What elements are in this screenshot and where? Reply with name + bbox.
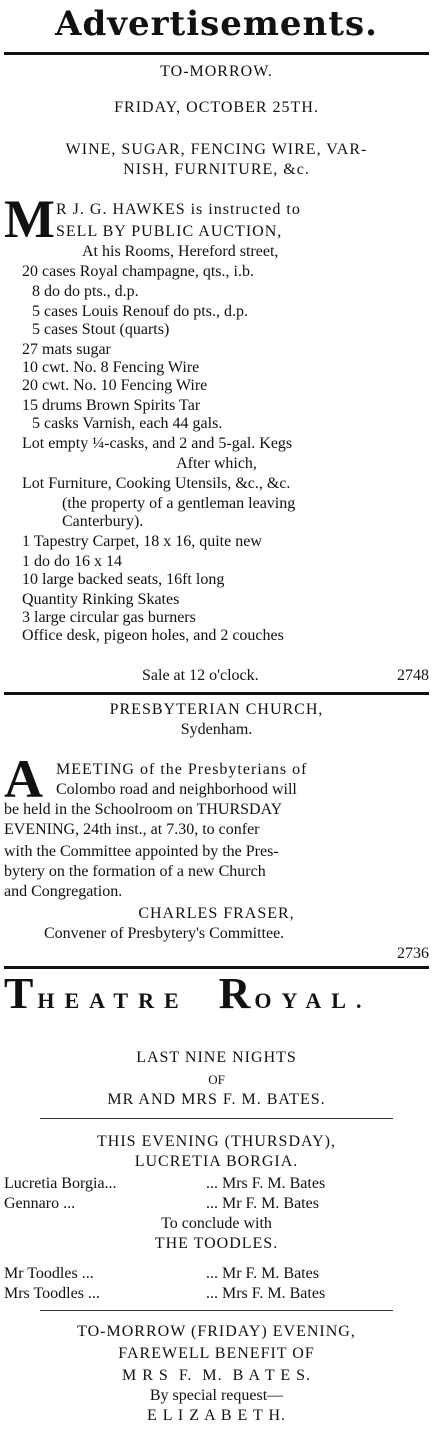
header-rule	[4, 52, 429, 55]
page-title: Advertisements.	[55, 4, 378, 44]
theatre-tomorrow: TO-MORROW (FRIDAY) EVENING,	[77, 1323, 356, 1340]
theatre-divider	[40, 1310, 393, 1311]
theatre-play3: E L I Z A B E T H.	[146, 1407, 287, 1424]
theatre-this-evening: THIS EVENING (THURSDAY),	[97, 1133, 336, 1150]
auction-item: 1 Tapestry Carpet, 18 x 16, quite new	[22, 533, 262, 550]
auction-item: 20 cwt. No. 10 Fencing Wire	[22, 377, 208, 394]
church-line: bytery on the formation of a new Church	[4, 863, 266, 880]
auction-item: Quantity Rinking Skates	[22, 591, 180, 608]
auction-item: 5 cases Stout (quarts)	[32, 321, 170, 338]
cast-role: Mr Toodles ...	[4, 1265, 94, 1282]
auction-item: Lot empty ¼-casks, and 2 and 5-gal. Kegs	[22, 435, 293, 452]
theatre-title	[4, 969, 372, 1018]
auction-item: 1 do do 16 x 14	[22, 553, 122, 570]
auction-goods-line2: NISH, FURNITURE, &c.	[123, 161, 310, 178]
auction-drop-letter: M	[4, 189, 55, 249]
church-title: PRESBYTERIAN CHURCH,	[109, 701, 324, 718]
theatre-last-nights: LAST NINE NIGHTS	[136, 1049, 297, 1066]
auction-item: 3 large circular gas burners	[22, 609, 196, 626]
cast-role: Lucretia Borgia...	[4, 1175, 117, 1192]
theatre-performers: MR AND MRS F. M. BATES.	[107, 1091, 326, 1108]
auction-item: Office desk, pigeon holes, and 2 couches	[22, 627, 284, 644]
auction-item: 5 casks Varnish, each 44 gals.	[32, 415, 223, 432]
church-signer-title: Convener of Presbytery's Committee.	[44, 925, 285, 942]
theatre-of: OF	[208, 1072, 225, 1087]
church-place: Sydenham.	[180, 721, 253, 738]
auction-goods-line1: WINE, SUGAR, FENCING WIRE, VAR-	[65, 141, 368, 158]
theatre-play1: LUCRETIA BORGIA.	[134, 1153, 299, 1170]
auction-item: 8 do do pts., d.p.	[32, 283, 139, 300]
cast-actor: ... Mr F. M. Bates	[206, 1265, 319, 1282]
auction-item: 15 drums Brown Spirits Tar	[22, 397, 201, 414]
cast-role: Gennaro ...	[4, 1195, 76, 1212]
theatre-title-word2: OYAL.	[254, 988, 372, 1013]
auction-furniture: Lot Furniture, Cooking Utensils, &c., &c.	[22, 475, 291, 492]
auction-rooms: At his Rooms, Hereford street,	[82, 243, 279, 260]
church-ref: 2736	[397, 945, 429, 962]
church-signer: CHARLES FRASER,	[138, 905, 295, 922]
theatre-conclude: To conclude with	[161, 1215, 272, 1232]
auction-sale-time: Sale at 12 o'clock.	[142, 667, 259, 684]
auction-ref: 2748	[397, 667, 429, 684]
auction-intro1: R J. G. HAWKES is instructed to	[56, 201, 301, 218]
theatre-title-initial-t: T	[4, 969, 34, 1018]
church-line: Colombo road and neighborhood will	[56, 781, 297, 798]
cast-actor: ... Mrs F. M. Bates	[206, 1175, 326, 1192]
auction-after: After which,	[176, 455, 257, 472]
theatre-benefit: FAREWELL BENEFIT OF	[118, 1345, 315, 1362]
theatre-divider	[40, 1118, 393, 1119]
theatre-play2: THE TOODLES.	[154, 1235, 279, 1252]
theatre-request: By special request—	[149, 1387, 284, 1404]
cast-actor: ... Mr F. M. Bates	[206, 1195, 319, 1212]
auction-date: FRIDAY, OCTOBER 25TH.	[114, 99, 319, 116]
cast-actor: ... Mrs F. M. Bates	[206, 1285, 326, 1302]
auction-item: 10 cwt. No. 8 Fencing Wire	[22, 359, 200, 376]
church-line: with the Committee appointed by the Pres-	[4, 843, 279, 860]
section-rule	[4, 692, 429, 695]
section-rule	[4, 966, 429, 969]
auction-furniture: (the property of a gentleman leaving	[62, 495, 296, 512]
church-drop-letter: A	[4, 749, 43, 809]
cast-role: Mrs Toodles ...	[4, 1285, 100, 1302]
church-line: MEETING of the Presbyterians of	[56, 761, 308, 778]
church-line: be held in the Schoolroom on THURSDAY	[4, 801, 283, 818]
auction-item: 10 large backed seats, 16ft long	[22, 571, 225, 588]
auction-item: 20 cases Royal champagne, qts., i.b.	[22, 263, 254, 280]
church-line: EVENING, 24th inst., at 7.30, to confer	[4, 821, 260, 838]
auction-intro2: SELL BY PUBLIC AUCTION,	[56, 223, 283, 240]
auction-item: 27 mats sugar	[22, 341, 111, 358]
church-line: and Congregation.	[4, 883, 123, 900]
theatre-title-word1: HEATRE	[37, 988, 189, 1013]
auction-furniture: Canterbury).	[62, 513, 144, 530]
auction-tomorrow: TO-MORROW.	[160, 63, 273, 80]
theatre-beneficiary: M R S F. M. B A T E S.	[122, 1367, 311, 1384]
theatre-title-initial-r: R	[218, 969, 251, 1018]
auction-item: 5 cases Louis Renouf do pts., d.p.	[32, 303, 248, 320]
